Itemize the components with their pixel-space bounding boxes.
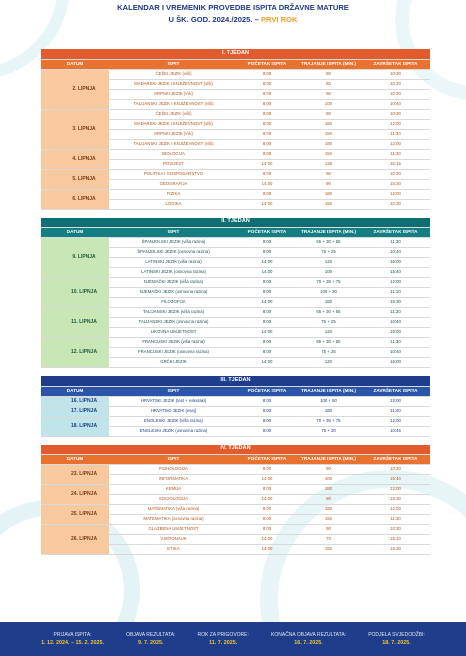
column-header: POČETAK ISPITA [238,59,296,69]
start-cell: 8:00 [238,348,296,358]
duration-cell: 100 [296,99,361,109]
duration-cell: 70 + 35 + 75 [296,416,361,426]
column-header: ISPIT [109,455,238,465]
date-cell: 18. LIPNJA [41,416,109,436]
start-cell: 8:00 [238,318,296,328]
exam-cell: SRPSKI JEZIK (viši) [109,129,238,139]
end-cell: 12:00 [361,278,430,288]
footer-item [126,631,175,647]
end-cell: 12:00 [361,416,430,426]
exam-cell: TALIJANSKI JEZIK (viša razina) [109,308,238,318]
start-cell: 14:00 [238,358,296,368]
table-row [41,505,430,515]
date-cell: 12. LIPNJA [41,338,109,368]
end-cell: 11:30 [361,308,430,318]
footer-item [197,631,248,647]
start-cell: 14:00 [238,159,296,169]
end-cell: 10:30 [361,109,430,119]
date-cell: 10. LIPNJA [41,278,109,308]
end-cell: 10:45 [361,426,430,436]
duration-cell: 90 [296,69,361,79]
duration-cell: 70 [296,535,361,545]
table-row [41,169,430,179]
column-header: TRAJANJE ISPITA (MIN.) [296,386,361,396]
exam-cell: ŠPANJOLSKI JEZIK (osnovna razina) [109,248,238,258]
date-cell: 2. LIPNJA [41,69,109,109]
exam-cell: ENGLESKI JEZIK (viša razina) [109,416,238,426]
footer-label: PODJELA SVJEDODŽBI: [368,632,425,638]
end-cell: 12:00 [361,505,430,515]
start-cell: 8:00 [238,99,296,109]
week-title-row [41,218,430,228]
column-header: TRAJANJE ISPITA (MIN.) [296,228,361,238]
end-cell: 12:00 [361,396,430,406]
end-cell: 16:30 [361,298,430,308]
duration-cell: 180 [296,119,361,129]
week-title: I. TJEDAN [41,49,430,59]
end-cell: 12:00 [361,119,430,129]
duration-cell: 90 [296,109,361,119]
date-cell: 16. LIPNJA [41,396,109,406]
week-table [41,218,430,369]
exam-cell: ETIKA [109,545,238,555]
start-cell: 8:00 [238,525,296,535]
exam-cell: SOCIOLOGIJA [109,495,238,505]
end-cell: 11:30 [361,338,430,348]
column-header: ZAVRŠETAK ISPITA [361,59,430,69]
exam-cell: MAĐARSKI JEZIK I KNJIŽEVNOST (viši) [109,119,238,129]
exam-cell: FIZIKA [109,189,238,199]
end-cell: 15:10 [361,535,430,545]
date-cell: 6. LIPNJA [41,189,109,209]
end-cell: 11:30 [361,149,430,159]
week-spacer [41,437,430,445]
start-cell: 14:00 [238,495,296,505]
end-cell: 15:30 [361,495,430,505]
footer-value: 9. 7. 2025. [138,640,164,646]
exam-cell: LIKOVNA UMJETNOST [109,328,238,338]
exam-cell: HRVATSKI JEZIK (test + esketaki) [109,396,238,406]
end-cell: 11:30 [361,515,430,525]
duration-cell: 180 [296,189,361,199]
duration-cell: 120 [296,328,361,338]
duration-cell: 180 [296,505,361,515]
footer-value: 1. 12. 2024. – 15. 2. 2025. [41,640,105,646]
date-cell: 9. LIPNJA [41,238,109,278]
week-table [41,49,430,210]
exam-cell: SRPSKI JEZIK (viši) [109,89,238,99]
exam-cell: GRČKI JEZIK [109,358,238,368]
column-header: TRAJANJE ISPITA (MIN.) [296,455,361,465]
subtitle-accent: PRVI ROK [260,15,298,24]
duration-cell: 150 [296,515,361,525]
table-row [41,396,430,406]
exam-cell: FILOZOFIJA [109,298,238,308]
duration-cell: 90 [296,465,361,475]
column-header: ISPIT [109,59,238,69]
exam-cell: NJEMAČKI JEZIK (osnovna razina) [109,288,238,298]
exam-cell: LATINSKI JEZIK (viša razina) [109,258,238,268]
end-cell: 16:30 [361,545,430,555]
end-cell: 15:30 [361,179,430,189]
exam-cell: LATINSKI JEZIK (osnovna razina) [109,268,238,278]
exam-cell: ČEŠKI JEZIK (viši) [109,69,238,79]
end-cell: 12:00 [361,139,430,149]
column-header: ZAVRŠETAK ISPITA [361,455,430,465]
column-header-row [41,386,430,396]
start-cell: 8:00 [238,89,296,99]
start-cell: 14:00 [238,535,296,545]
exam-cell: MATEMATIKA (viša razina) [109,505,238,515]
start-cell: 8:00 [238,109,296,119]
footer-label: ROK ZA PRIGOVORE: [197,632,249,638]
duration-cell: 90 [296,179,361,189]
footer-value: 11. 7. 2025. [209,640,238,646]
date-cell: 11. LIPNJA [41,308,109,338]
duration-cell: 150 [296,545,361,555]
duration-cell: 120 [296,258,361,268]
page-subtitle [0,14,466,26]
start-cell: 14:00 [238,298,296,308]
page-title: KALENDAR I VREMENIK PROVEDBE ISPITA DRŽAVNE MATURE [117,3,349,12]
footer-label: PRIJAVA ISPITA: [53,632,92,638]
duration-cell: 180 [296,139,361,149]
end-cell: 16:15 [361,159,430,169]
column-header: ZAVRŠETAK ISPITA [361,228,430,238]
column-header-row [41,228,430,238]
date-cell: 23. LIPNJA [41,465,109,485]
duration-cell: 75 + 30 [296,426,361,436]
duration-cell: 150 [296,298,361,308]
start-cell: 8:00 [238,119,296,129]
start-cell: 14:00 [238,199,296,209]
duration-cell: 150 [296,199,361,209]
week-title: III. TJEDAN [41,376,430,386]
table-row [41,465,430,475]
footer-bar [0,622,466,656]
start-cell: 8:00 [238,79,296,89]
exam-cell: BIOLOGIJA [109,149,238,159]
exam-cell: PSIHOLOGIJA [109,465,238,475]
exam-cell: TALIJANSKI JEZIK I KNJIŽEVNOST (viši) [109,99,238,109]
end-cell: 10:30 [361,169,430,179]
duration-cell: 75 + 25 [296,348,361,358]
column-header: ISPIT [109,228,238,238]
exam-cell: HRVATSKI JEZIK (esej) [109,406,238,416]
week-spacer [41,210,430,218]
table-row [41,189,430,199]
table-row [41,278,430,288]
start-cell: 14:00 [238,258,296,268]
start-cell: 8:00 [238,149,296,159]
end-cell: 11:10 [361,288,430,298]
start-cell: 8:00 [238,426,296,436]
exam-cell: ČEŠKI JEZIK (viši) [109,109,238,119]
table-row [41,525,430,535]
footer-label: KONAČNA OBJAVA REZULTATA: [271,632,347,638]
column-header: ZAVRŠETAK ISPITA [361,386,430,396]
end-cell: 11:30 [361,238,430,248]
end-cell: 10:40 [361,348,430,358]
table-row [41,406,430,416]
table-row [41,238,430,248]
start-cell: 8:00 [238,139,296,149]
column-header: POČETAK ISPITA [238,228,296,238]
end-cell: 12:00 [361,485,430,495]
exam-cell: VJERONAUK [109,535,238,545]
duration-cell: 100 + 60 [296,396,361,406]
duration-cell: 90 [296,495,361,505]
end-cell: 11:30 [361,129,430,139]
footer-label: OBJAVA REZULTATA: [126,632,176,638]
exam-cell: POVIJEST [109,159,238,169]
page-header [0,0,466,36]
end-cell: 10:30 [361,89,430,99]
column-header: POČETAK ISPITA [238,455,296,465]
week-title-row [41,445,430,455]
start-cell: 8:00 [238,515,296,525]
week-title-row [41,49,430,59]
exam-cell: FRANCUSKI JEZIK (osnovna razina) [109,348,238,358]
duration-cell: 75 + 25 [296,318,361,328]
exam-cell: INFORMATIKA [109,475,238,485]
end-cell: 10:40 [361,318,430,328]
table-row [41,69,430,79]
end-cell: 15:40 [361,268,430,278]
footer-item [368,631,425,647]
exam-cell: GLAZBENA UMJETNOST [109,525,238,535]
column-header: DATUM [41,386,109,396]
start-cell: 8:00 [238,189,296,199]
footer-value: 18. 7. 2025. [382,640,411,646]
column-header: DATUM [41,228,109,238]
duration-cell: 180 [296,406,361,416]
date-cell: 26. LIPNJA [41,525,109,555]
week-spacer [41,368,430,376]
date-cell: 4. LIPNJA [41,149,109,169]
duration-cell: 80 [296,79,361,89]
footer-item [271,631,346,647]
schedule-tables [41,49,430,555]
exam-cell: ENGLESKI JEZIK (osnovna razina) [109,426,238,436]
end-cell: 10:40 [361,248,430,258]
exam-cell: TALIJANSKI JEZIK (osnovna razina) [109,318,238,328]
subtitle-year: U ŠK. GOD. 2024./2025. – [168,15,261,24]
duration-cell: 150 [296,149,361,159]
end-cell: 10:20 [361,79,430,89]
start-cell: 8:00 [238,288,296,298]
start-cell: 8:00 [238,129,296,139]
start-cell: 8:00 [238,416,296,426]
column-header-row [41,455,430,465]
start-cell: 8:00 [238,485,296,495]
table-row [41,485,430,495]
duration-cell: 90 [296,89,361,99]
exam-cell: ŠPANJOLSKI JEZIK (viša razina) [109,238,238,248]
duration-cell: 150 [296,129,361,139]
duration-cell: 100 [296,268,361,278]
start-cell: 8:00 [238,69,296,79]
duration-cell: 65 + 30 + 55 [296,238,361,248]
duration-cell: 100 + 30 [296,288,361,298]
end-cell: 10:30 [361,465,430,475]
start-cell: 14:00 [238,545,296,555]
duration-cell: 65 + 30 + 55 [296,308,361,318]
exam-cell: LOGIKA [109,199,238,209]
end-cell: 15:40 [361,475,430,485]
start-cell: 14:00 [238,328,296,338]
duration-cell: 70 + 35 + 75 [296,278,361,288]
start-cell: 14:00 [238,268,296,278]
column-header: DATUM [41,59,109,69]
column-header: ISPIT [109,386,238,396]
duration-cell: 75 + 25 [296,248,361,258]
exam-cell: FRANCUSKI JEZIK (viša razina) [109,338,238,348]
start-cell: 8:00 [238,396,296,406]
week-table [41,445,430,556]
duration-cell: 135 [296,159,361,169]
table-row [41,149,430,159]
exam-cell: KEMIJA [109,485,238,495]
end-cell: 10:30 [361,69,430,79]
table-row [41,416,430,426]
duration-cell: 90 [296,169,361,179]
column-header: TRAJANJE ISPITA (MIN.) [296,59,361,69]
start-cell: 14:00 [238,475,296,485]
end-cell: 16:00 [361,258,430,268]
duration-cell: 120 [296,358,361,368]
week-title-row [41,376,430,386]
week-title: II. TJEDAN [41,218,430,228]
column-header: POČETAK ISPITA [238,386,296,396]
end-cell: 12:00 [361,189,430,199]
start-cell: 8:00 [238,338,296,348]
start-cell: 8:00 [238,278,296,288]
start-cell: 8:00 [238,308,296,318]
date-cell: 25. LIPNJA [41,505,109,525]
start-cell: 8:00 [238,238,296,248]
table-row [41,109,430,119]
start-cell: 14:00 [238,179,296,189]
week-table [41,376,430,437]
end-cell: 10:40 [361,99,430,109]
start-cell: 8:00 [238,248,296,258]
end-cell: 16:00 [361,328,430,338]
start-cell: 8:00 [238,465,296,475]
exam-cell: POLITIKA I GOSPODARSTVO [109,169,238,179]
column-header: DATUM [41,455,109,465]
column-header-row [41,59,430,69]
start-cell: 8:00 [238,406,296,416]
end-cell: 10:30 [361,199,430,209]
date-cell: 5. LIPNJA [41,169,109,189]
end-cell: 10:30 [361,525,430,535]
table-row [41,338,430,348]
exam-cell: MATEMATIKA (osnovna razina) [109,515,238,525]
start-cell: 8:00 [238,505,296,515]
date-cell: 17. LIPNJA [41,406,109,416]
exam-cell: TALIJANSKI JEZIK I KNJIŽEVNOST (viši) [109,139,238,149]
date-cell: 24. LIPNJA [41,485,109,505]
exam-cell: MAĐARSKI JEZIK I KNJIŽEVNOST (viši) [109,79,238,89]
duration-cell: 90 [296,525,361,535]
table-row [41,308,430,318]
end-cell: 16:00 [361,358,430,368]
start-cell: 8:00 [238,169,296,179]
end-cell: 11:40 [361,406,430,416]
footer-item [41,631,104,647]
exam-cell: GEOGRAFIJA [109,179,238,189]
footer-value: 16. 7. 2025. [294,640,323,646]
duration-cell: 65 + 30 + 55 [296,338,361,348]
duration-cell: 180 [296,485,361,495]
exam-cell: NJEMAČKI JEZIK (viša razina) [109,278,238,288]
week-title: IV. TJEDAN [41,445,430,455]
duration-cell: 100 [296,475,361,485]
date-cell: 3. LIPNJA [41,109,109,149]
